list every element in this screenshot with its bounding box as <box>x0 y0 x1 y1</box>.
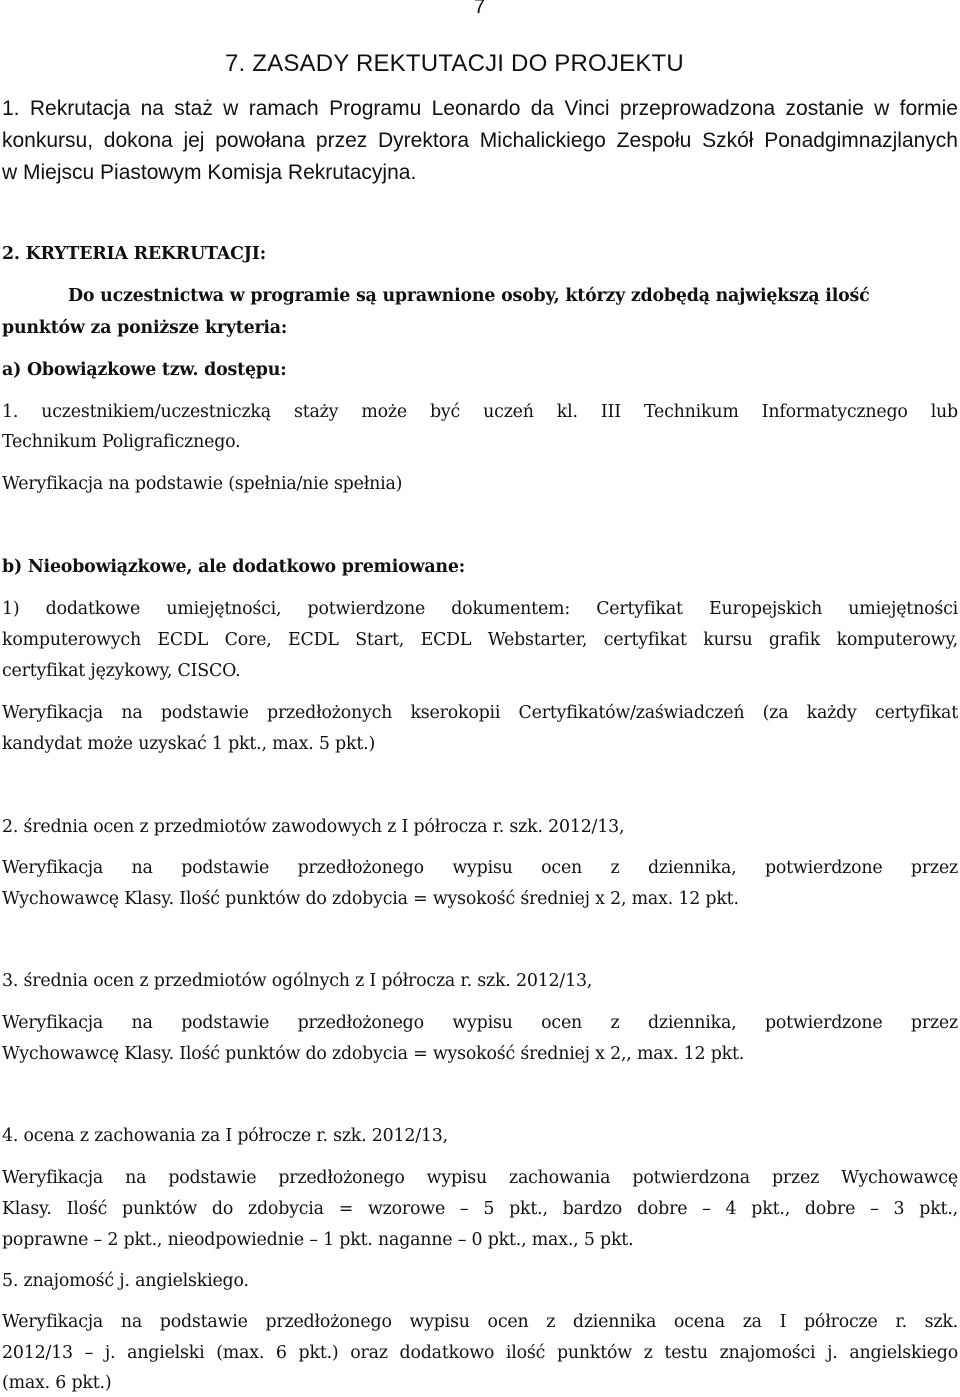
b2-title: 2. średnia ocen z przedmiotów zawodowych z I półrocza r. szk. 2012/13, <box>2 817 625 837</box>
b3-verification-line-1: Weryfikacja na podstawie przedłożonego wypisu ocen z dziennika, potwierdzone przez <box>2 1013 958 1033</box>
mandatory-item-line-2: Technikum Poligraficznego. <box>2 432 241 452</box>
b5-verification-line-2: 2012/13 – j. angielski (max. 6 pkt.) oraz dodatkowo ilość punktów z testu znajomości j. angielskiego <box>2 1343 958 1363</box>
section-heading: 7. ZASADY REKTUTACJI DO PROJEKTU <box>225 50 684 77</box>
b5-verification-line-1: Weryfikacja na podstawie przedłożonego wypisu ocen z dziennika ocena za I półrocze r. szk. <box>2 1312 958 1332</box>
b3-title: 3. średnia ocen z przedmiotów ogólnych z I półrocza r. szk. 2012/13, <box>2 971 593 991</box>
b1-verification-line-1: Weryfikacja na podstawie przedłożonych kserokopii Certyfikatów/zaświadczeń (za każdy certyfikat <box>2 703 958 723</box>
b1-verification-line-2: kandydat może uzyskać 1 pkt., max. 5 pkt.) <box>2 734 376 754</box>
page-number: 7 <box>474 0 486 18</box>
b5-verification-line-3: (max. 6 pkt.) <box>2 1373 112 1393</box>
b3-verification-line-2: Wychowawcę Klasy. Ilość punktów do zdobycia = wysokość średniej x 2,, max. 12 pkt. <box>2 1044 745 1064</box>
b4-title: 4. ocena z zachowania za I półrocze r. szk. 2012/13, <box>2 1126 448 1146</box>
b1-line-3: certyfikat językowy, CISCO. <box>2 661 241 681</box>
criteria-title: 2. KRYTERIA REKRUTACJI: <box>2 244 266 264</box>
criteria-intro-line-2: punktów za poniższe kryteria: <box>2 318 288 338</box>
section1-line-2: konkursu, dokona jej powołana przez Dyrektora Michalickiego Zespołu Szkół Ponadgimnazjlanych <box>2 129 958 152</box>
section1-line-3: w Miejscu Piastowym Komisja Rekrutacyjna. <box>2 161 417 184</box>
b1-line-2: komputerowych ECDL Core, ECDL Start, ECDL Webstarter, certyfikat kursu grafik komputerowy, <box>2 630 958 650</box>
mandatory-verification: Weryfikacja na podstawie (spełnia/nie spełnia) <box>2 474 403 494</box>
b4-verification-line-3: poprawne – 2 pkt., nieodpowiednie – 1 pkt. naganne – 0 pkt., max., 5 pkt. <box>2 1230 634 1250</box>
b2-verification-line-1: Weryfikacja na podstawie przedłożonego wypisu ocen z dziennika, potwierdzone przez <box>2 858 958 878</box>
b4-verification-line-1: Weryfikacja na podstawie przedłożonego wypisu zachowania potwierdzona przez Wychowawcę <box>2 1168 958 1188</box>
optional-criteria-title: b) Nieobowiązkowe, ale dodatkowo premiowane: <box>2 557 465 577</box>
b1-line-1: 1) dodatkowe umiejętności, potwierdzone dokumentem: Certyfikat Europejskich umiejętności <box>2 599 958 619</box>
b2-verification-line-2: Wychowawcę Klasy. Ilość punktów do zdobycia = wysokość średniej x 2, max. 12 pkt. <box>2 889 739 909</box>
mandatory-item-line-1: 1. uczestnikiem/uczestniczką staży może być uczeń kl. III Technikum Informatycznego lub <box>2 402 958 422</box>
section1-line-1: 1. Rekrutacja na staż w ramach Programu Leonardo da Vinci przeprowadzona zostanie w formie <box>2 97 958 120</box>
mandatory-criteria-title: a) Obowiązkowe tzw. dostępu: <box>2 360 287 380</box>
criteria-intro-line-1: Do uczestnictwa w programie są uprawnione osoby, którzy zdobędą największą ilość <box>68 286 870 306</box>
b4-verification-line-2: Klasy. Ilość punktów do zdobycia = wzorowe – 5 pkt., bardzo dobre – 4 pkt., dobre – 3 pkt., <box>2 1199 958 1219</box>
b5-title: 5. znajomość j. angielskiego. <box>2 1271 249 1291</box>
